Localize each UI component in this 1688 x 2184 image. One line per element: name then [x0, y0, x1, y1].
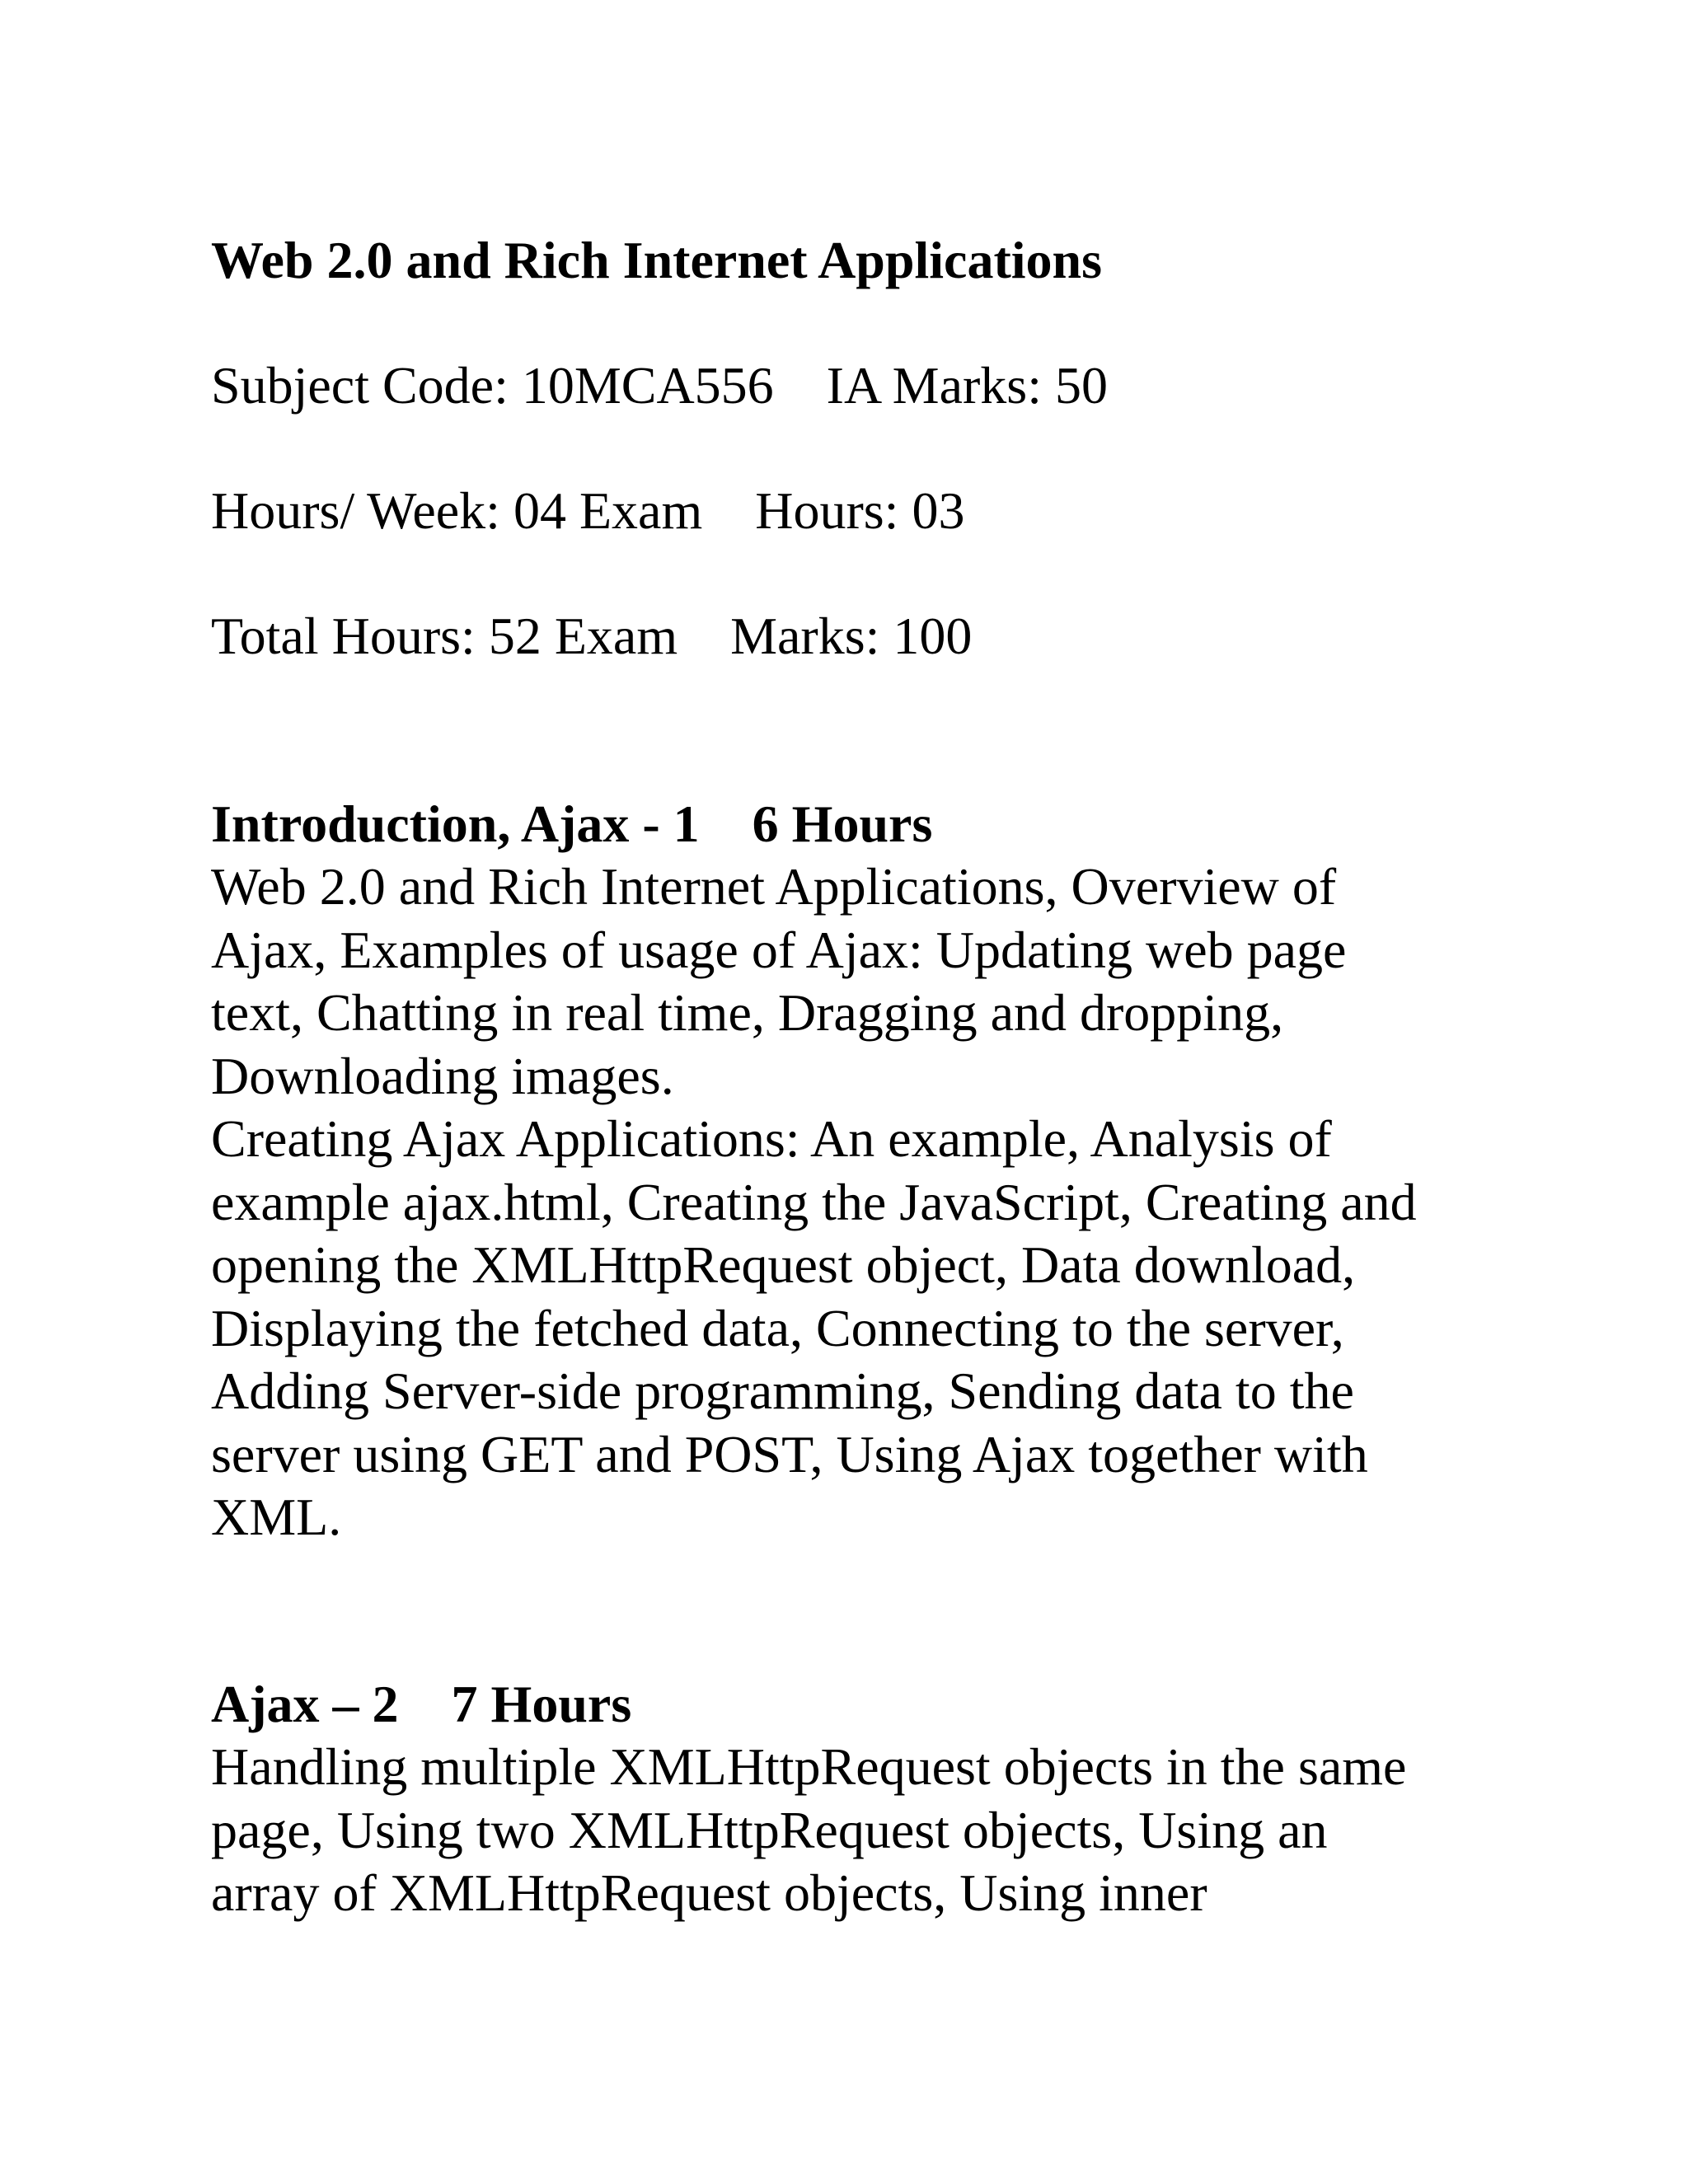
- body-line: server using GET and POST, Using Ajax together with: [211, 1424, 1368, 1483]
- body-line: example ajax.html, Creating the JavaScript, Creating and: [211, 1172, 1417, 1231]
- body-line: XML.: [211, 1488, 342, 1546]
- body-line: text, Chatting in real time, Dragging and dropping,: [211, 983, 1284, 1042]
- body-line: opening the XMLHttpRequest object, Data download,: [211, 1235, 1356, 1294]
- section-heading: Introduction, Ajax - 1 6 Hours: [211, 794, 933, 853]
- body-line: array of XMLHttpRequest objects, Using inner: [211, 1863, 1207, 1922]
- section-ajax-2: [211, 1673, 1530, 1925]
- body-line: Creating Ajax Applications: An example, Analysis of: [211, 1109, 1332, 1168]
- meta-total-hours: Total Hours: 52 Exam Marks: 100: [211, 607, 973, 665]
- body-line: Displaying the fetched data, Connecting to the server,: [211, 1298, 1344, 1357]
- body-line: Ajax, Examples of usage of Ajax: Updating web page: [211, 920, 1347, 979]
- body-line: Web 2.0 and Rich Internet Applications, Overview of: [211, 857, 1337, 916]
- body-line: Adding Server-side programming, Sending data to the: [211, 1361, 1354, 1420]
- body-line: Downloading images.: [211, 1046, 674, 1105]
- meta-hours-week: Hours/ Week: 04 Exam Hours: 03: [211, 481, 965, 540]
- section-introduction-ajax-1: [211, 793, 1530, 1549]
- section-heading: Ajax – 2 7 Hours: [211, 1675, 632, 1733]
- document-title: Web 2.0 and Rich Internet Applications: [211, 231, 1103, 289]
- meta-subject-code: Subject Code: 10MCA556 IA Marks: 50: [211, 356, 1108, 415]
- body-line: page, Using two XMLHttpRequest objects, Using an: [211, 1800, 1328, 1859]
- body-line: Handling multiple XMLHttpRequest objects in the same: [211, 1737, 1407, 1796]
